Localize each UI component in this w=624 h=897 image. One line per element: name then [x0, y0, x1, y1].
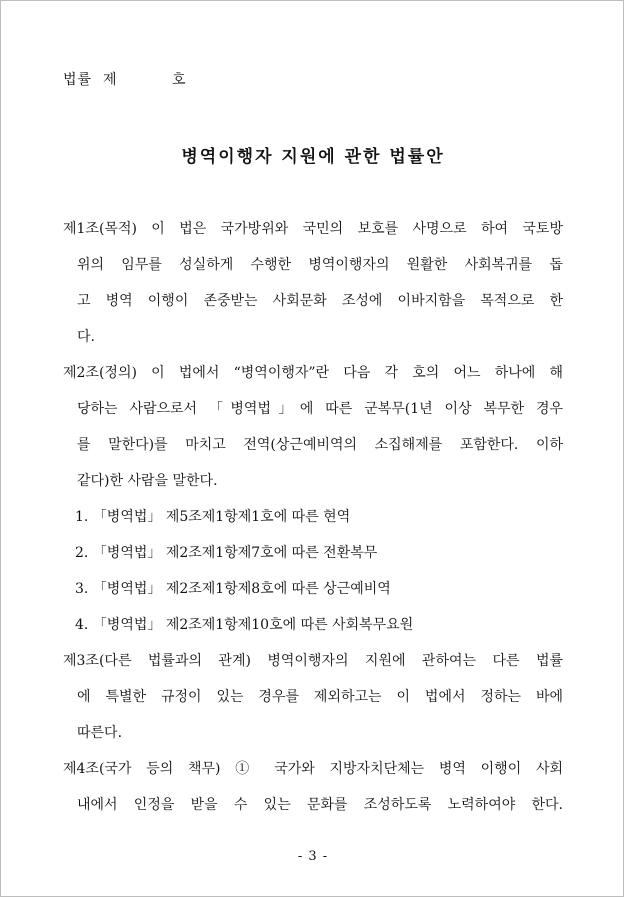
article-text-line: 를 말한다)를 마치고 전역(상근예비역의 소집해제를 포함한다. 이하: [77, 437, 563, 453]
article-text-line: 위의 임무를 성실하게 수행한 병역이행자의 원활한 사회복귀를 돕: [77, 257, 563, 273]
law-number: 법률 제 호: [63, 72, 187, 88]
article-text-line: 제1조(목적) 이 법은 국가방위와 국민의 보호를 사명으로 하여 국토방: [63, 221, 563, 237]
article-text-line: 고 병역 이행이 존중받는 사회문화 조성에 이바지함을 목적으로 한: [77, 293, 563, 309]
definition-item: 1. 「병역법」 제5조제1항제1호에 따른 현역: [75, 509, 351, 525]
article-text-line: 제4조(국가 등의 책무) ① 국가와 지방자치단체는 병역 이행이 사회: [63, 761, 563, 777]
definition-item: 4. 「병역법」 제2조제1항제10호에 따른 사회복무요원: [75, 617, 414, 633]
article-2: [63, 355, 563, 643]
article-3: [63, 643, 563, 751]
article-4: [63, 751, 563, 823]
article-text-line: 같다)한 사람을 말한다.: [77, 473, 218, 489]
article-text-line: 제3조(다른 법률과의 관계) 병역이행자의 지원에 관하여는 다른 법률: [63, 653, 563, 669]
article-text-line: 제2조(정의) 이 법에서 “병역이행자”란 다음 각 호의 어느 하나에 해: [63, 365, 563, 381]
article-text-line: 당하는 사람으로서 「병역법」에 따른 군복무(1년 이상 복무한 경우: [77, 401, 563, 417]
article-text-line: 내에서 인정을 받을 수 있는 문화를 조성하도록 노력하여야 한다.: [77, 797, 563, 813]
article-text-line: 따른다.: [77, 725, 123, 741]
page-number: - 3 -: [297, 849, 329, 864]
bill-body: [63, 211, 563, 823]
bill-title: 병역이행자 지원에 관한 법률안: [181, 147, 445, 167]
article-text-line: 에 특별한 규정이 있는 경우를 제외하고는 이 법에서 정하는 바에: [77, 689, 563, 705]
definition-item: 2. 「병역법」 제2조제1항제7호에 따른 전환복무: [75, 545, 378, 561]
definition-item: 3. 「병역법」 제2조제1항제8호에 따른 상근예비역: [75, 581, 391, 597]
article-text-line: 다.: [77, 329, 95, 345]
article-1: [63, 211, 563, 355]
